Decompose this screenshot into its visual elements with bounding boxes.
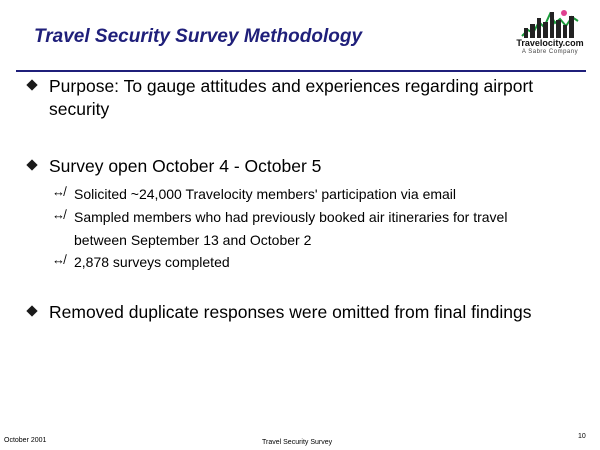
- arrow-bullet-icon: ↮: [52, 207, 65, 222]
- page-number: 10: [578, 433, 586, 440]
- footer-title: Travel Security Survey: [262, 439, 333, 446]
- bullet-text: Removed duplicate responses were omitted from final findings: [49, 302, 532, 322]
- sub-bullet-text: Solicited ~24,000 Travelocity members' participation via email: [74, 186, 457, 202]
- page-title: Travel Security Survey Methodology: [34, 26, 363, 47]
- sub-bullet-text: Sampled members who had previously booked air itineraries for travel between September 13 and October 2: [74, 209, 508, 248]
- diamond-bullet-icon: [26, 305, 37, 316]
- logo-name: Travelocity.com: [516, 38, 584, 48]
- city-skyline-logo-icon: [520, 8, 580, 38]
- travelocity-logo: [512, 8, 588, 56]
- arrow-bullet-icon: ↮: [52, 184, 65, 199]
- sub-bullet-text: 2,878 surveys completed: [74, 254, 230, 270]
- bullet-text: Survey open October 4 - October 5: [49, 156, 322, 176]
- diamond-bullet-icon: [26, 159, 37, 170]
- title-divider: [16, 70, 586, 72]
- footer-date: October 2001: [4, 437, 47, 444]
- diamond-bullet-icon: [26, 79, 37, 90]
- bullet-text: Purpose: To gauge attitudes and experiences regarding airport security: [49, 76, 534, 119]
- logo-subtitle: A Sabre Company: [521, 49, 579, 55]
- arrow-bullet-icon: ↮: [52, 252, 65, 267]
